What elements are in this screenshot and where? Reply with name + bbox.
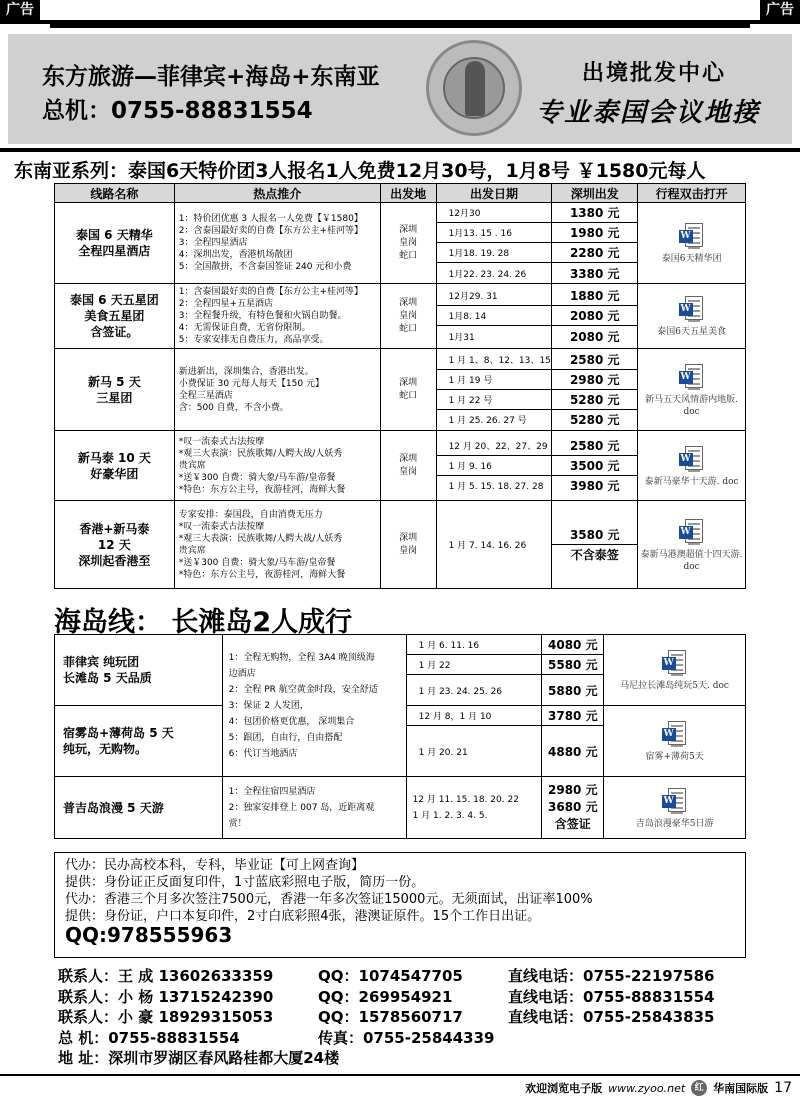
itinerary-doc-link[interactable]: 宿雾+薄荷5天	[645, 752, 704, 762]
price-item: 1380 元	[552, 203, 637, 223]
word-doc-icon-part: W	[680, 453, 691, 464]
col-departure: 出发地	[380, 184, 436, 203]
highlight-line: *叹一流泰式古法按摩	[178, 521, 265, 532]
highlight-line: 3：保证 2 人发团，	[228, 700, 309, 711]
contact-qq-or-fax: QQ：269954921	[318, 987, 453, 1006]
departure-city: 蛇口	[399, 250, 418, 261]
date-item: 1月18. 19. 28	[437, 243, 552, 263]
route-line: 三星团	[96, 390, 133, 405]
contact-qq-or-fax: QQ：1074547705	[318, 967, 463, 985]
date-item: 12月29. 31	[437, 286, 552, 306]
highlights	[174, 501, 380, 589]
departure-city: 深圳	[399, 297, 418, 308]
price-item: 3500 元	[552, 456, 637, 476]
agency-services-box	[54, 852, 746, 958]
route-line: 泰国 6 天精华	[76, 228, 153, 242]
itinerary-doc-link[interactable]: 新马五天风情游内地版. doc	[645, 394, 739, 417]
word-doc-icon-part	[688, 320, 700, 322]
highlight-line: 1：全程无购物，全程 3A4 晚顶级海	[228, 652, 375, 663]
price-item: 3780 元	[542, 706, 603, 726]
highlights	[222, 777, 406, 839]
footer	[525, 1080, 792, 1096]
word-doc-icon[interactable]	[679, 446, 705, 472]
itinerary-doc-link[interactable]: 泰新马豪华十天游. doc	[644, 476, 739, 487]
table-header-row	[55, 184, 746, 203]
word-doc-icon-part: W	[663, 729, 674, 739]
price-item: 含签证	[554, 817, 591, 831]
word-doc-icon[interactable]	[679, 296, 705, 322]
route-name	[55, 284, 175, 349]
highlights	[174, 284, 380, 349]
itinerary-doc[interactable]	[638, 349, 746, 431]
word-doc-icon-part	[688, 388, 700, 390]
buddha-figure-icon	[465, 61, 485, 116]
highlight-line: 2：独家安排登上 007 岛，近距离观	[228, 802, 375, 813]
date-item: 1月13. 15 . 16	[437, 223, 552, 243]
highlight-line: 小费保证 30 元每人每天【150 元】	[178, 378, 324, 389]
dates	[436, 349, 552, 431]
itinerary-doc[interactable]	[604, 635, 746, 706]
highlights	[174, 431, 380, 501]
contact-line	[58, 966, 748, 987]
price-item: 2080 元	[552, 306, 637, 326]
word-doc-icon-part	[671, 812, 683, 814]
highlight-line: *送￥300 自费：骑大象/马车游/皇帝餐	[178, 472, 336, 483]
route-name	[55, 203, 175, 284]
highlight-line: *观三大表演：民族歌舞/人鳄大战/人妖秀	[178, 533, 343, 544]
edition-icon: 红	[691, 1080, 707, 1096]
prices	[552, 349, 638, 431]
dates	[436, 431, 552, 501]
word-doc-icon-part	[688, 368, 700, 370]
dates	[406, 635, 542, 706]
southeast-asia-heading: 东南亚系列：泰国6天特价团3人报名1人免费12月30号，1月8号 ￥1580元每人	[14, 160, 706, 182]
table-row	[55, 501, 746, 589]
word-doc-icon[interactable]	[679, 223, 705, 249]
date-item: 1 月 22	[407, 655, 542, 675]
highlight-line: 4：包团价格更优惠， 深圳集合	[228, 716, 355, 727]
departure-city: 深圳	[399, 453, 418, 464]
highlight-line: 1：含泰国最好卖的自费【东方公主+桂河等】	[178, 287, 364, 297]
table-row	[55, 284, 746, 349]
contact-name-phone: 总 机：0755-88831554	[58, 1028, 240, 1047]
word-doc-icon-part	[688, 523, 700, 525]
highlight-line: 5：全国散拼，不含泰国签证 240 元和小费	[178, 262, 352, 272]
highlight-line: *特色：东方公主号，夜游桂河，海鲜大餐	[178, 484, 346, 495]
table-row	[55, 431, 746, 501]
table-row	[55, 635, 746, 706]
contact-name-phone: 地 址：深圳市罗湖区春风路桂都大厦24楼	[58, 1049, 340, 1067]
table-row	[55, 777, 746, 839]
col-route: 线路名称	[55, 184, 175, 203]
word-doc-icon-part: W	[680, 231, 691, 241]
highlight-line: 含：500 自费，不含小费。	[178, 402, 289, 413]
date-item: 1 月 1. 2. 3. 4. 5.	[412, 810, 488, 821]
agent-line: 提供：身份证正反面复印件，1寸蓝底彩照电子版，简历一份。	[65, 875, 425, 890]
contact-direct-line: 直线电话：0755-88831554	[508, 987, 715, 1006]
price-item: 2980 元	[548, 783, 598, 797]
highlights	[174, 203, 380, 284]
contacts-block	[58, 966, 748, 1069]
departure	[380, 203, 436, 284]
departure-city: 皇岗	[399, 237, 418, 248]
departure	[380, 349, 436, 431]
word-doc-icon-part	[688, 300, 700, 302]
dates	[406, 706, 542, 777]
price-item: 5280 元	[552, 390, 637, 410]
highlight-line: 全程三星酒店	[178, 390, 233, 401]
prices	[542, 706, 604, 777]
highlights	[174, 349, 380, 431]
itinerary-doc[interactable]	[638, 501, 746, 589]
highlight-line: *特色：东方公主号，夜游桂河，海鲜大餐	[178, 569, 346, 580]
word-doc-icon[interactable]	[662, 721, 688, 747]
banner	[8, 34, 792, 144]
highlight-line: 2：全程 PR 航空黄金时段，安全舒适	[228, 684, 378, 695]
word-doc-icon-part: W	[680, 526, 691, 537]
route-name	[55, 431, 175, 501]
itinerary-doc-link[interactable]: 马尼拉长滩岛纯玩5天. doc	[620, 681, 729, 691]
highlight-line: 4：深圳出发，香港机场散团	[178, 250, 293, 260]
departure-city: 皇岗	[399, 310, 418, 321]
word-doc-icon-part: W	[663, 795, 674, 806]
price-item: 2080 元	[569, 329, 620, 344]
highlight-line: 4：无需保证自费，无省份限制。	[178, 323, 311, 333]
itinerary-doc-link[interactable]: 泰国6天五星美食	[657, 327, 726, 337]
footer-site[interactable]: www.zyoo.net	[608, 1081, 686, 1095]
prices	[552, 284, 638, 349]
table-row	[55, 349, 746, 431]
highlight-line: 1：特价团优惠 3 人报名一人免费【￥1580】	[178, 214, 363, 224]
route-name	[55, 349, 175, 431]
departure-city: 深圳	[399, 224, 418, 235]
southeast-asia-table	[54, 183, 746, 589]
word-doc-icon[interactable]	[679, 364, 705, 390]
bottom-rule	[0, 1074, 800, 1076]
col-doc: 行程双击打开	[638, 184, 746, 203]
date-item: 1 月 5. 15. 18. 27. 28	[448, 482, 544, 492]
route-line: 宿雾岛+薄荷岛 5 天	[63, 726, 174, 740]
contact-line	[58, 1028, 748, 1049]
word-doc-icon[interactable]	[662, 788, 688, 814]
departure-city: 蛇口	[399, 323, 418, 334]
route-name	[55, 706, 223, 777]
table-row	[55, 203, 746, 284]
itinerary-doc[interactable]	[604, 777, 746, 839]
footer-edition: 华南国际版	[713, 1082, 769, 1095]
dates	[436, 284, 552, 349]
departure	[380, 284, 436, 349]
price-item: 2580 元	[552, 350, 637, 370]
route-line: 长滩岛 5 天品质	[63, 671, 152, 685]
phone-line: 总机：0755-88831554	[42, 98, 313, 124]
date-item: 1 月 1、8、12、13、15	[437, 350, 552, 370]
route-line: 12 天	[97, 537, 131, 552]
ad-label-left: 广告	[0, 0, 40, 20]
highlights	[222, 635, 406, 777]
page-number: 17	[774, 1080, 792, 1096]
departure-city: 皇岗	[399, 466, 418, 477]
itinerary-doc[interactable]	[604, 706, 746, 777]
contact-line	[58, 987, 748, 1008]
word-doc-icon[interactable]	[662, 650, 688, 676]
date-item: 12 月 20、22、27、29	[437, 436, 552, 456]
dates	[406, 777, 542, 839]
date-item: 1 月 20. 21	[418, 747, 468, 758]
departure-city: 蛇口	[399, 390, 418, 401]
dates	[436, 203, 552, 284]
agent-qq: QQ:978555963	[65, 923, 233, 947]
route-line: 普吉岛浪漫 5 天游	[63, 800, 164, 815]
word-doc-icon-part	[688, 247, 700, 249]
word-doc-icon-part	[671, 654, 683, 656]
date-item: 1 月 9. 16	[437, 456, 552, 476]
date-item: 1 月 6. 11. 16	[407, 635, 542, 655]
highlight-line: *叹一流泰式古法按摩	[178, 436, 265, 447]
departure	[380, 431, 436, 501]
contact-name-phone: 联系人：王 成 13602633359	[58, 967, 274, 985]
highlight-line: 3：全程餐升级，有特色餐和火锅自助餐。	[178, 311, 347, 321]
price-item: 不含泰签	[570, 548, 619, 562]
col-dates: 出发日期	[436, 184, 552, 203]
company-seal-logo	[426, 40, 522, 136]
price-item: 3580 元	[552, 525, 637, 545]
contact-line	[58, 1007, 748, 1028]
route-name	[55, 501, 175, 589]
word-doc-icon-part	[671, 725, 683, 727]
price-item: 3380 元	[569, 266, 620, 281]
island-heading: 海岛线： 长滩岛2人成行	[54, 607, 353, 638]
highlight-line: 专家安排：泰国段，自由消费无压力	[178, 509, 323, 520]
ad-label-right: 广告	[760, 0, 800, 20]
highlight-line: 新进新出，深圳集合，香港出发。	[178, 366, 314, 377]
dates	[436, 501, 552, 589]
date-item: 1 月 19 号	[437, 370, 552, 390]
date-item: 1 月 23. 24. 25. 26	[418, 686, 503, 697]
word-doc-icon-part	[671, 792, 683, 794]
price-item: 5880 元	[548, 683, 598, 698]
agent-line: 代办：香港三个月多次签注7500元，香港一年多次签证15000元。无须面试，出证率100%	[65, 892, 593, 907]
highlight-line: 1：全程住宿四星酒店	[228, 786, 316, 797]
route-line: 好豪华团	[90, 466, 139, 481]
word-doc-icon-part	[688, 470, 700, 472]
itinerary-doc[interactable]	[638, 203, 746, 284]
highlight-line: *送￥300 自费：骑大象/马车游/皇帝餐	[178, 557, 336, 568]
price-item: 5580 元	[542, 655, 603, 675]
date-item: 1 月 22 号	[437, 390, 552, 410]
date-item: 1月22. 23. 24. 26	[448, 269, 527, 280]
highlight-line: 赏！	[228, 818, 247, 829]
top-rule-inner	[50, 24, 750, 28]
route-line: 深圳起香港至	[78, 553, 151, 568]
word-doc-icon-part	[688, 450, 700, 452]
footer-welcome: 欢迎浏览电子版	[525, 1082, 603, 1095]
word-doc-icon-part	[688, 227, 700, 229]
route-line: 菲律宾 纯玩团	[63, 655, 140, 669]
highlight-line: 3：全程四星酒店	[178, 238, 248, 248]
word-doc-icon-part	[671, 674, 683, 676]
price-item: 4880 元	[548, 744, 598, 759]
col-highlights: 热点推介	[174, 184, 380, 203]
itinerary-doc[interactable]	[638, 284, 746, 349]
price-item: 1880 元	[552, 286, 637, 306]
price-item: 3980 元	[569, 479, 620, 493]
highlight-line: 边酒店	[228, 668, 256, 679]
agent-line: 提供：身份证，户口本复印件，2寸白底彩照4张，港澳证原件。15个工作日出证。	[65, 909, 541, 924]
route-line: 新马泰 10 天	[77, 450, 151, 465]
island-table	[54, 634, 746, 839]
prices	[552, 501, 638, 589]
contact-name-phone: 联系人：小 豪 18929315053	[58, 1008, 274, 1026]
word-doc-icon-part: W	[680, 304, 691, 314]
route-line: 香港+新马泰	[79, 521, 150, 536]
route-line: 美食五星团	[84, 309, 145, 323]
highlight-line: 2：含泰国最好卖的自费【东方公主+桂河等】	[178, 226, 364, 236]
contact-direct-line: 直线电话：0755-25843835	[508, 1008, 715, 1026]
highlight-line: *观三大表演：民族歌舞/人鳄大战/人妖秀	[178, 448, 343, 459]
price-item: 2980 元	[552, 370, 637, 390]
word-doc-icon[interactable]	[679, 519, 705, 545]
departure-city: 深圳	[399, 377, 418, 388]
departure-city: 深圳	[399, 532, 418, 543]
prices	[552, 431, 638, 501]
itinerary-doc-link[interactable]: 泰国6天精华团	[661, 254, 722, 264]
price-item: 2280 元	[552, 243, 637, 263]
itinerary-doc-link[interactable]: 吉岛浪漫豪华5日游	[635, 818, 714, 829]
contact-qq-or-fax: 传真：0755-25844339	[318, 1028, 495, 1047]
route-name	[55, 777, 223, 839]
date-item: 1月8. 14	[437, 306, 552, 326]
contact-qq-or-fax: QQ：1578560717	[318, 1008, 463, 1026]
highlight-line: 贵宾席	[178, 460, 206, 471]
price-item: 1980 元	[552, 223, 637, 243]
route-line: 全程四星酒店	[78, 244, 151, 258]
company-line: 东方旅游—菲律宾+海岛+东南亚	[42, 64, 380, 90]
price-item: 3680 元	[548, 800, 598, 814]
itinerary-doc-link[interactable]: 泰新马港澳超值十四天游. doc	[640, 549, 743, 572]
highlight-line: 6：代订当地酒店	[228, 748, 298, 759]
prices	[542, 777, 604, 839]
word-doc-icon-part: W	[680, 371, 691, 382]
prices	[542, 635, 604, 706]
route-line: 新马 5 天	[88, 374, 141, 389]
banner-rule	[0, 148, 800, 152]
route-name	[55, 635, 223, 706]
word-doc-icon-part	[671, 745, 683, 747]
contact-name-phone: 联系人：小 杨 13715242390	[58, 987, 274, 1006]
agent-line: 代办：民办高校本科，专科，毕业证【可上网查询】	[65, 858, 365, 873]
contact-line	[58, 1048, 748, 1069]
itinerary-doc[interactable]	[638, 431, 746, 501]
price-item: 5280 元	[569, 413, 620, 427]
date-item: 1月31	[448, 332, 475, 343]
route-line: 含签证。	[90, 325, 139, 339]
wholesale-center-title: 出境批发中心	[582, 61, 727, 86]
date-item: 1 月 7. 14. 16. 26	[448, 541, 527, 551]
date-item: 12 月 8，1 月 10	[407, 706, 542, 726]
highlight-line: 2：全程四星+五星酒店	[178, 299, 274, 309]
date-item: 12 月 11. 15. 18. 20. 22	[412, 794, 519, 805]
word-doc-icon-part	[688, 543, 700, 545]
date-item: 12月30	[437, 203, 552, 223]
date-item: 1 月 25. 26. 27 号	[448, 416, 527, 426]
prices	[552, 203, 638, 284]
highlight-line: 贵宾席	[178, 545, 206, 556]
word-doc-icon-part: W	[663, 658, 674, 668]
col-price: 深圳出发	[552, 184, 638, 203]
thailand-slogan: 专业泰国会议地接	[536, 98, 761, 128]
contact-direct-line: 直线电话：0755-22197586	[508, 967, 715, 985]
route-line: 泰国 6 天五星团	[70, 293, 159, 307]
departure	[380, 501, 436, 589]
price-item: 2580 元	[552, 436, 637, 456]
route-line: 纯玩，无购物。	[63, 742, 148, 756]
departure-city: 皇岗	[399, 545, 418, 556]
highlight-line: 5：专家安排无自费压力，高品享受。	[178, 335, 329, 345]
price-item: 4080 元	[542, 635, 603, 655]
highlight-line: 5：跟团，自由行，自由搭配	[228, 732, 343, 743]
